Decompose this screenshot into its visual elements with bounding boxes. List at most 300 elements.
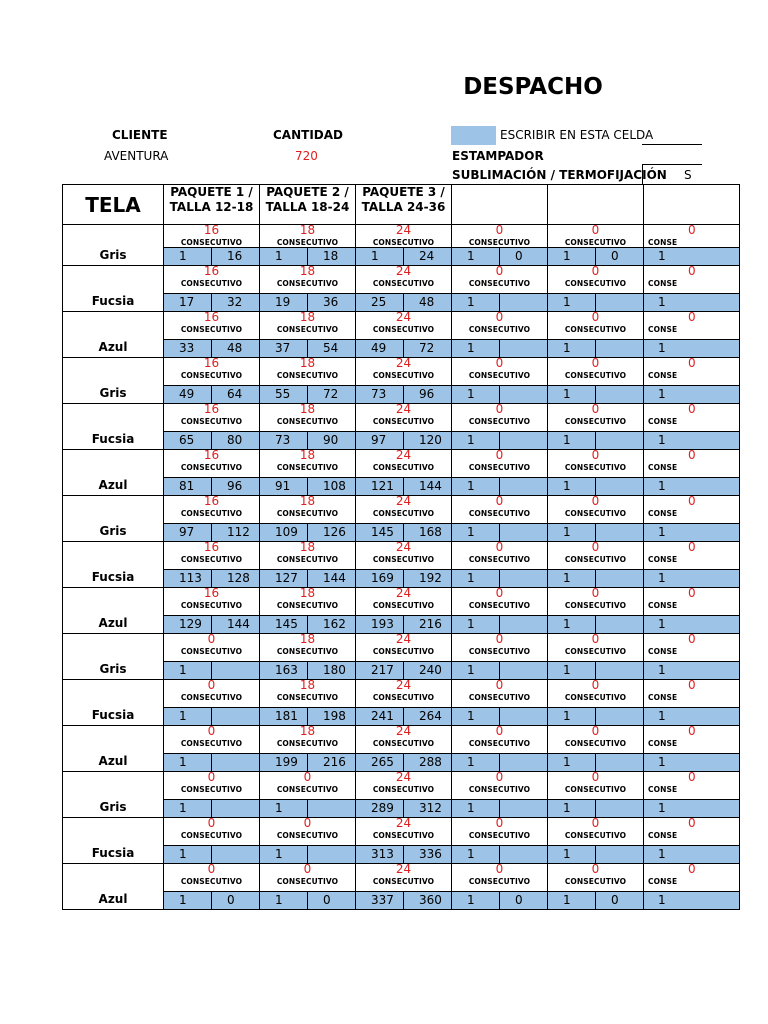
range-end[interactable]: 16 bbox=[227, 249, 243, 263]
quantity-value[interactable]: 16 bbox=[203, 448, 220, 462]
quantity-value[interactable]: 0 bbox=[207, 816, 216, 830]
consecutivo-label: CONSECUTIVO bbox=[276, 877, 339, 886]
consecutivo-range bbox=[260, 661, 355, 679]
quantity-value[interactable]: 24 bbox=[395, 264, 412, 278]
quantity-value[interactable]: 0 bbox=[591, 586, 600, 600]
range-start[interactable]: 1 bbox=[658, 617, 666, 631]
consecutivo-label: CONSE bbox=[648, 785, 678, 794]
quantity-value[interactable]: 18 bbox=[299, 264, 316, 278]
range-start[interactable]: 313 bbox=[356, 846, 404, 863]
quantity-value[interactable]: 0 bbox=[591, 402, 600, 416]
quantity-value[interactable]: 16 bbox=[203, 223, 220, 237]
range-start[interactable]: 1 bbox=[164, 662, 212, 679]
quantity-value[interactable]: 0 bbox=[688, 310, 696, 324]
range-start[interactable]: 1 bbox=[452, 846, 500, 863]
quantity-value[interactable]: 24 bbox=[395, 310, 412, 324]
range-start[interactable]: 1 bbox=[658, 525, 666, 539]
quantity-value[interactable]: 24 bbox=[395, 540, 412, 554]
consecutivo-label: CONSECUTIVO bbox=[372, 693, 435, 702]
quantity-value[interactable]: 0 bbox=[303, 816, 312, 830]
range-start[interactable]: 1 bbox=[452, 800, 500, 817]
quantity-value[interactable]: 0 bbox=[688, 862, 696, 876]
range-start[interactable]: 1 bbox=[164, 708, 212, 725]
range-end[interactable]: 64 bbox=[227, 387, 243, 401]
quantity-value[interactable]: 0 bbox=[207, 678, 216, 692]
sublimacion-value-cell[interactable] bbox=[642, 164, 702, 184]
range-end[interactable]: 36 bbox=[323, 295, 339, 309]
range-start[interactable]: 121 bbox=[356, 478, 404, 495]
range-end[interactable]: 18 bbox=[323, 249, 339, 263]
range-start[interactable]: 1 bbox=[548, 524, 596, 541]
range-end[interactable]: 0 bbox=[611, 893, 619, 907]
range-start[interactable]: 1 bbox=[658, 663, 666, 677]
range-start[interactable]: 1 bbox=[658, 433, 666, 447]
range-start[interactable]: 127 bbox=[260, 570, 308, 587]
range-start[interactable]: 1 bbox=[452, 294, 500, 311]
quantity-value[interactable]: 18 bbox=[299, 632, 316, 646]
range-start[interactable]: 113 bbox=[164, 570, 212, 587]
range-start[interactable]: 1 bbox=[356, 248, 404, 265]
range-end[interactable] bbox=[500, 570, 547, 587]
quantity-value[interactable]: 0 bbox=[495, 223, 504, 237]
quantity-value[interactable]: 24 bbox=[395, 632, 412, 646]
range-start[interactable]: 1 bbox=[260, 846, 308, 863]
range-end[interactable]: 336 bbox=[419, 847, 442, 861]
quantity-value[interactable]: 0 bbox=[591, 356, 600, 370]
quantity-value[interactable]: 16 bbox=[203, 310, 220, 324]
tela-cell[interactable] bbox=[63, 496, 164, 542]
range-start[interactable]: 97 bbox=[164, 524, 212, 541]
tela-cell[interactable] bbox=[63, 680, 164, 726]
range-start[interactable]: 1 bbox=[658, 801, 666, 815]
range-start[interactable]: 49 bbox=[164, 386, 212, 403]
range-start[interactable]: 1 bbox=[260, 892, 308, 909]
range-start[interactable]: 1 bbox=[260, 800, 308, 817]
consecutivo-label: CONSECUTIVO bbox=[564, 325, 627, 334]
quantity-value[interactable]: 0 bbox=[207, 862, 216, 876]
quantity-value[interactable]: 0 bbox=[688, 816, 696, 830]
range-start[interactable]: 97 bbox=[356, 432, 404, 449]
range-end[interactable] bbox=[596, 662, 643, 679]
quantity-value[interactable]: 0 bbox=[688, 632, 696, 646]
paquete-cell bbox=[164, 680, 260, 726]
tela-cell[interactable] bbox=[63, 450, 164, 496]
range-start[interactable]: 163 bbox=[260, 662, 308, 679]
range-end[interactable]: 0 bbox=[515, 249, 523, 263]
quantity-value[interactable]: 0 bbox=[591, 770, 600, 784]
consecutivo-label: CONSE bbox=[648, 739, 678, 748]
range-start[interactable]: 241 bbox=[356, 708, 404, 725]
range-start[interactable]: 37 bbox=[260, 340, 308, 357]
quantity-value[interactable]: 0 bbox=[688, 724, 696, 738]
quantity-value[interactable]: 0 bbox=[495, 724, 504, 738]
range-end[interactable] bbox=[212, 754, 259, 771]
quantity-value[interactable]: 0 bbox=[495, 816, 504, 830]
range-end[interactable]: 120 bbox=[419, 433, 442, 447]
range-start[interactable]: 1 bbox=[548, 754, 596, 771]
quantity-value[interactable]: 0 bbox=[591, 448, 600, 462]
quantity-value[interactable]: 0 bbox=[495, 310, 504, 324]
range-end[interactable] bbox=[500, 800, 547, 817]
range-start[interactable]: 1 bbox=[164, 846, 212, 863]
quantity-value[interactable]: 18 bbox=[299, 448, 316, 462]
range-end[interactable] bbox=[500, 386, 547, 403]
range-end[interactable]: 96 bbox=[419, 387, 435, 401]
quantity-value[interactable]: 0 bbox=[591, 678, 600, 692]
range-start[interactable]: 1 bbox=[452, 524, 500, 541]
range-start[interactable]: 199 bbox=[260, 754, 308, 771]
range-end[interactable]: 126 bbox=[323, 525, 346, 539]
quantity-value[interactable]: 0 bbox=[591, 632, 600, 646]
range-start[interactable]: 65 bbox=[164, 432, 212, 449]
quantity-value[interactable]: 16 bbox=[203, 264, 220, 278]
range-start[interactable]: 1 bbox=[548, 432, 596, 449]
range-start[interactable]: 1 bbox=[658, 571, 666, 585]
quantity-value[interactable]: 24 bbox=[395, 770, 412, 784]
range-end[interactable]: 144 bbox=[323, 571, 346, 585]
quantity-value[interactable]: 18 bbox=[299, 540, 316, 554]
range-start[interactable]: 17 bbox=[164, 294, 212, 311]
quantity-value[interactable]: 0 bbox=[495, 678, 504, 692]
range-end[interactable]: 24 bbox=[419, 249, 435, 263]
tela-cell[interactable] bbox=[63, 542, 164, 588]
range-start[interactable]: 1 bbox=[164, 892, 212, 909]
cliente-value[interactable]: AVENTURA bbox=[104, 149, 169, 163]
quantity-value[interactable]: 0 bbox=[495, 862, 504, 876]
quantity-value[interactable]: 0 bbox=[591, 816, 600, 830]
quantity-value[interactable]: 0 bbox=[688, 494, 696, 508]
range-end[interactable]: 240 bbox=[419, 663, 442, 677]
tela-cell[interactable] bbox=[63, 358, 164, 404]
range-start[interactable]: 1 bbox=[658, 893, 666, 907]
tela-cell[interactable] bbox=[63, 312, 164, 358]
tela-cell[interactable] bbox=[63, 818, 164, 864]
quantity-value[interactable]: 0 bbox=[207, 724, 216, 738]
range-start[interactable]: 1 bbox=[548, 708, 596, 725]
range-end[interactable] bbox=[596, 754, 643, 771]
quantity-value[interactable]: 0 bbox=[495, 448, 504, 462]
range-end[interactable] bbox=[596, 616, 643, 633]
quantity-value[interactable]: 0 bbox=[688, 586, 696, 600]
tela-cell[interactable] bbox=[63, 634, 164, 680]
quantity-value[interactable]: 16 bbox=[203, 586, 220, 600]
range-end[interactable] bbox=[212, 708, 259, 725]
tela-cell[interactable] bbox=[63, 864, 164, 910]
range-end[interactable]: 360 bbox=[419, 893, 442, 907]
range-end[interactable]: 0 bbox=[323, 893, 331, 907]
range-end[interactable] bbox=[500, 340, 547, 357]
quantity-value[interactable]: 0 bbox=[591, 494, 600, 508]
quantity-value[interactable]: 0 bbox=[688, 678, 696, 692]
range-end[interactable]: 192 bbox=[419, 571, 442, 585]
range-end[interactable] bbox=[500, 524, 547, 541]
cell-border bbox=[642, 144, 702, 145]
quantity-value[interactable]: 0 bbox=[495, 356, 504, 370]
consecutivo-label: CONSECUTIVO bbox=[372, 238, 435, 247]
quantity-value[interactable]: 0 bbox=[495, 632, 504, 646]
range-end[interactable]: 72 bbox=[323, 387, 339, 401]
range-start[interactable]: 1 bbox=[548, 478, 596, 495]
quantity-value[interactable]: 24 bbox=[395, 586, 412, 600]
paquete-cell bbox=[644, 588, 740, 634]
range-end[interactable] bbox=[212, 662, 259, 679]
range-start[interactable]: 1 bbox=[452, 754, 500, 771]
range-end[interactable] bbox=[596, 846, 643, 863]
range-end[interactable]: 48 bbox=[227, 341, 243, 355]
range-end[interactable]: 144 bbox=[227, 617, 250, 631]
range-start[interactable]: 1 bbox=[452, 570, 500, 587]
paquete-cell bbox=[548, 542, 644, 588]
quantity-value[interactable]: 0 bbox=[591, 310, 600, 324]
range-start[interactable]: 73 bbox=[356, 386, 404, 403]
range-start[interactable]: 1 bbox=[548, 294, 596, 311]
paquete-cell bbox=[260, 404, 356, 450]
range-end[interactable] bbox=[596, 570, 643, 587]
range-end[interactable] bbox=[596, 294, 643, 311]
quantity-value[interactable]: 24 bbox=[395, 448, 412, 462]
paquete-cell bbox=[548, 450, 644, 496]
quantity-value[interactable]: 24 bbox=[395, 724, 412, 738]
quantity-value[interactable]: 16 bbox=[203, 356, 220, 370]
quantity-value[interactable]: 18 bbox=[299, 223, 316, 237]
quantity-value[interactable]: 0 bbox=[495, 586, 504, 600]
quantity-value[interactable]: 0 bbox=[688, 540, 696, 554]
range-end[interactable] bbox=[596, 708, 643, 725]
quantity-value[interactable]: 18 bbox=[299, 724, 316, 738]
range-end[interactable] bbox=[596, 432, 643, 449]
paquete-cell bbox=[644, 450, 740, 496]
range-end[interactable]: 312 bbox=[419, 801, 442, 815]
range-start[interactable]: 1 bbox=[260, 248, 308, 265]
quantity-value[interactable]: 0 bbox=[591, 724, 600, 738]
quantity-value[interactable]: 0 bbox=[688, 402, 696, 416]
quantity-value[interactable]: 0 bbox=[591, 862, 600, 876]
range-start[interactable]: 1 bbox=[658, 847, 666, 861]
quantity-value[interactable]: 0 bbox=[591, 540, 600, 554]
range-start[interactable]: 217 bbox=[356, 662, 404, 679]
range-start[interactable]: 1 bbox=[452, 340, 500, 357]
tela-cell[interactable] bbox=[63, 772, 164, 818]
range-end[interactable]: 0 bbox=[611, 249, 619, 263]
range-end[interactable]: 90 bbox=[323, 433, 339, 447]
tela-cell[interactable] bbox=[63, 588, 164, 634]
range-start[interactable]: 1 bbox=[548, 570, 596, 587]
range-end[interactable] bbox=[500, 708, 547, 725]
range-start[interactable]: 1 bbox=[658, 755, 666, 769]
range-start[interactable]: 1 bbox=[548, 340, 596, 357]
consecutivo-range bbox=[356, 707, 451, 725]
quantity-value[interactable]: 24 bbox=[395, 223, 412, 237]
quantity-value[interactable]: 0 bbox=[591, 264, 600, 278]
consecutivo-range bbox=[644, 477, 739, 495]
paquete-cell bbox=[644, 680, 740, 726]
range-start[interactable]: 145 bbox=[356, 524, 404, 541]
range-end[interactable]: 216 bbox=[419, 617, 442, 631]
range-start[interactable]: 1 bbox=[452, 386, 500, 403]
range-start[interactable]: 81 bbox=[164, 478, 212, 495]
quantity-value[interactable]: 0 bbox=[303, 770, 312, 784]
range-start[interactable]: 1 bbox=[452, 662, 500, 679]
range-start[interactable]: 1 bbox=[452, 432, 500, 449]
range-start[interactable]: 1 bbox=[658, 295, 666, 309]
table-row bbox=[63, 225, 740, 266]
table-row bbox=[63, 772, 740, 818]
consecutivo-label: CONSE bbox=[648, 647, 678, 656]
range-start[interactable]: 1 bbox=[548, 846, 596, 863]
range-start[interactable]: 1 bbox=[164, 800, 212, 817]
quantity-value[interactable]: 0 bbox=[688, 770, 696, 784]
range-start[interactable]: 91 bbox=[260, 478, 308, 495]
range-start[interactable]: 289 bbox=[356, 800, 404, 817]
quantity-value[interactable]: 16 bbox=[203, 402, 220, 416]
range-start[interactable]: 1 bbox=[164, 754, 212, 771]
range-start[interactable]: 145 bbox=[260, 616, 308, 633]
quantity-value[interactable]: 0 bbox=[495, 770, 504, 784]
quantity-value[interactable]: 18 bbox=[299, 494, 316, 508]
quantity-value[interactable]: 24 bbox=[395, 494, 412, 508]
range-end[interactable]: 144 bbox=[419, 479, 442, 493]
range-end[interactable] bbox=[596, 340, 643, 357]
range-end[interactable] bbox=[500, 846, 547, 863]
quantity-value[interactable]: 0 bbox=[688, 223, 696, 237]
quantity-value[interactable]: 0 bbox=[303, 862, 312, 876]
tela-cell[interactable] bbox=[63, 726, 164, 772]
quantity-value[interactable]: 0 bbox=[591, 223, 600, 237]
quantity-value[interactable]: 0 bbox=[688, 448, 696, 462]
consecutivo-label: CONSE bbox=[648, 371, 678, 380]
paquete-cell bbox=[644, 818, 740, 864]
range-start[interactable]: 1 bbox=[548, 248, 596, 265]
tela-cell[interactable] bbox=[63, 266, 164, 312]
range-end[interactable]: 168 bbox=[419, 525, 442, 539]
tela-cell[interactable] bbox=[63, 404, 164, 450]
range-end[interactable]: 128 bbox=[227, 571, 250, 585]
consecutivo-range bbox=[644, 707, 739, 725]
range-start[interactable]: 1 bbox=[658, 341, 666, 355]
range-start[interactable]: 1 bbox=[548, 892, 596, 909]
range-end[interactable] bbox=[500, 662, 547, 679]
range-start[interactable]: 25 bbox=[356, 294, 404, 311]
quantity-value[interactable]: 24 bbox=[395, 816, 412, 830]
cantidad-value[interactable]: 720 bbox=[295, 149, 318, 163]
range-start[interactable]: 1 bbox=[164, 248, 212, 265]
consecutivo-range bbox=[452, 293, 547, 311]
range-start[interactable]: 129 bbox=[164, 616, 212, 633]
range-start[interactable]: 1 bbox=[548, 800, 596, 817]
quantity-value[interactable]: 0 bbox=[688, 264, 696, 278]
range-start[interactable]: 1 bbox=[452, 708, 500, 725]
range-end[interactable]: 32 bbox=[227, 295, 243, 309]
range-end[interactable] bbox=[212, 846, 259, 863]
quantity-value[interactable]: 24 bbox=[395, 402, 412, 416]
range-start[interactable]: 1 bbox=[452, 478, 500, 495]
range-start[interactable]: 1 bbox=[658, 387, 666, 401]
quantity-value[interactable]: 18 bbox=[299, 586, 316, 600]
range-start[interactable]: 1 bbox=[452, 616, 500, 633]
range-start[interactable]: 1 bbox=[452, 248, 500, 265]
paquete-cell bbox=[548, 818, 644, 864]
range-end[interactable] bbox=[308, 800, 355, 817]
range-end[interactable] bbox=[500, 754, 547, 771]
range-end[interactable] bbox=[500, 432, 547, 449]
range-end[interactable] bbox=[596, 386, 643, 403]
range-start[interactable]: 193 bbox=[356, 616, 404, 633]
range-start[interactable]: 1 bbox=[548, 616, 596, 633]
range-end[interactable]: 0 bbox=[515, 893, 523, 907]
range-end[interactable]: 72 bbox=[419, 341, 435, 355]
range-start[interactable]: 1 bbox=[658, 709, 666, 723]
quantity-value[interactable]: 18 bbox=[299, 678, 316, 692]
range-end[interactable] bbox=[308, 846, 355, 863]
quantity-value[interactable]: 24 bbox=[395, 678, 412, 692]
range-end[interactable]: 0 bbox=[227, 893, 235, 907]
range-start[interactable]: 55 bbox=[260, 386, 308, 403]
range-start[interactable]: 1 bbox=[658, 249, 666, 263]
range-end[interactable]: 54 bbox=[323, 341, 339, 355]
quantity-value[interactable]: 16 bbox=[203, 494, 220, 508]
range-end[interactable] bbox=[596, 800, 643, 817]
quantity-value[interactable]: 0 bbox=[495, 264, 504, 278]
range-end[interactable] bbox=[500, 616, 547, 633]
quantity-value[interactable]: 0 bbox=[495, 540, 504, 554]
range-start[interactable]: 1 bbox=[548, 386, 596, 403]
range-end[interactable]: 96 bbox=[227, 479, 243, 493]
range-end[interactable]: 112 bbox=[227, 525, 250, 539]
range-end[interactable]: 48 bbox=[419, 295, 435, 309]
range-start[interactable]: 19 bbox=[260, 294, 308, 311]
range-end[interactable]: 162 bbox=[323, 617, 346, 631]
consecutivo-range bbox=[452, 569, 547, 587]
range-start[interactable]: 169 bbox=[356, 570, 404, 587]
consecutivo-range bbox=[260, 293, 355, 311]
range-start[interactable]: 337 bbox=[356, 892, 404, 909]
quantity-value[interactable]: 18 bbox=[299, 402, 316, 416]
quantity-value[interactable]: 0 bbox=[495, 494, 504, 508]
range-start[interactable]: 1 bbox=[548, 662, 596, 679]
quantity-value[interactable]: 0 bbox=[207, 632, 216, 646]
range-end[interactable] bbox=[212, 800, 259, 817]
range-start[interactable]: 1 bbox=[658, 479, 666, 493]
range-end[interactable] bbox=[596, 524, 643, 541]
quantity-value[interactable]: 24 bbox=[395, 862, 412, 876]
range-end[interactable]: 216 bbox=[323, 755, 346, 769]
range-start[interactable]: 181 bbox=[260, 708, 308, 725]
range-end[interactable]: 80 bbox=[227, 433, 243, 447]
quantity-value[interactable]: 24 bbox=[395, 356, 412, 370]
quantity-value[interactable]: 18 bbox=[299, 356, 316, 370]
quantity-value[interactable]: 0 bbox=[207, 770, 216, 784]
range-start[interactable]: 265 bbox=[356, 754, 404, 771]
quantity-value[interactable]: 18 bbox=[299, 310, 316, 324]
range-start[interactable]: 1 bbox=[452, 892, 500, 909]
quantity-value[interactable]: 0 bbox=[688, 356, 696, 370]
range-end[interactable]: 288 bbox=[419, 755, 442, 769]
range-start[interactable]: 33 bbox=[164, 340, 212, 357]
range-end[interactable]: 108 bbox=[323, 479, 346, 493]
tela-cell[interactable] bbox=[63, 225, 164, 266]
range-end[interactable] bbox=[500, 478, 547, 495]
range-end[interactable]: 264 bbox=[419, 709, 442, 723]
range-start[interactable]: 73 bbox=[260, 432, 308, 449]
quantity-value[interactable]: 0 bbox=[495, 402, 504, 416]
range-start[interactable]: 109 bbox=[260, 524, 308, 541]
range-start[interactable]: 49 bbox=[356, 340, 404, 357]
range-end[interactable]: 198 bbox=[323, 709, 346, 723]
range-end[interactable]: 180 bbox=[323, 663, 346, 677]
range-end[interactable] bbox=[596, 478, 643, 495]
range-end[interactable] bbox=[500, 294, 547, 311]
quantity-value[interactable]: 16 bbox=[203, 540, 220, 554]
